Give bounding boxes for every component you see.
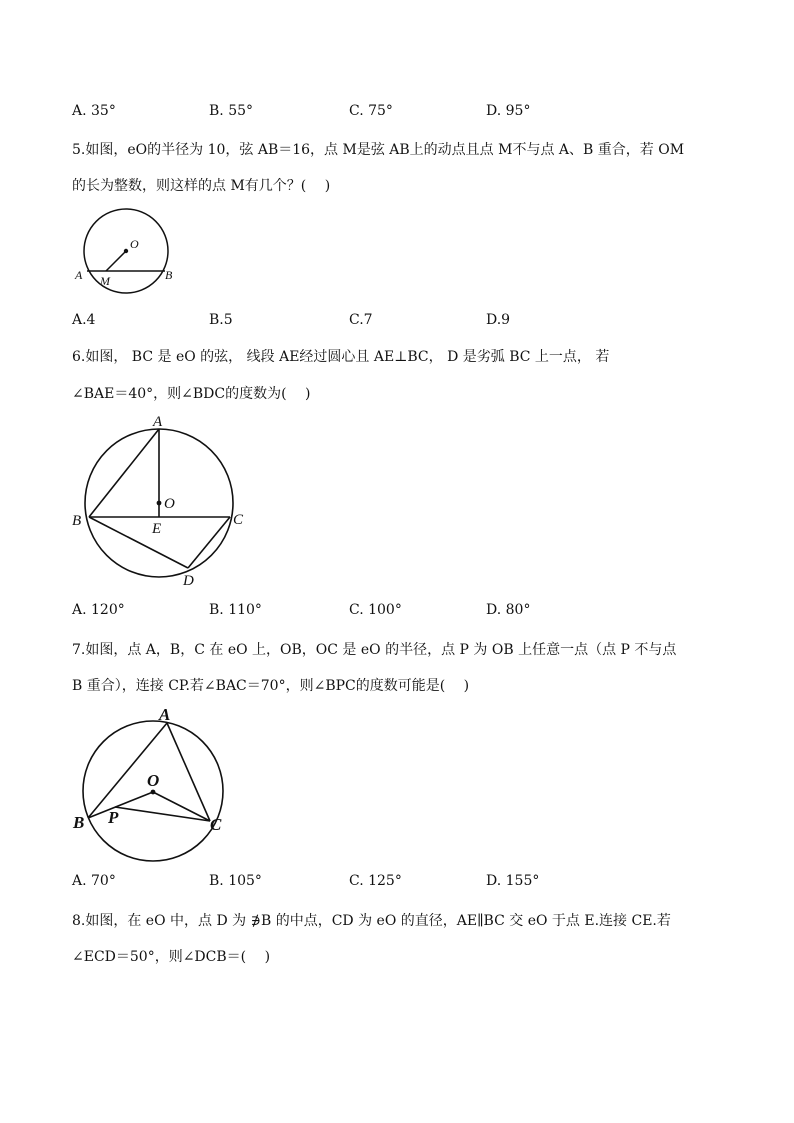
q7-option-a[interactable]: A. 70° bbox=[72, 873, 116, 889]
q8-stem-line2: ∠ECD＝50°，则∠DCB＝( ) bbox=[72, 949, 271, 965]
q6-segment-dc bbox=[188, 517, 230, 568]
q6-option-b[interactable]: B. 110° bbox=[209, 602, 262, 618]
q5-options bbox=[72, 312, 632, 332]
q6-stem-line1: 6.如图， BC 是 eO 的弦， 线段 AE经过圆心且 AE⊥BC， D 是劣弧 BC 上一点， 若 bbox=[72, 349, 610, 365]
q4-option-a[interactable]: A. 35° bbox=[72, 103, 116, 119]
q5-segment-om bbox=[106, 251, 126, 271]
q5-option-b[interactable]: B.5 bbox=[209, 312, 233, 328]
q7-options bbox=[72, 873, 632, 893]
q7-label-c: C bbox=[210, 815, 222, 834]
q5-stem-line2: 的长为整数，则这样的点 M有几个？( ) bbox=[72, 178, 331, 194]
q7-option-c[interactable]: C. 125° bbox=[349, 873, 402, 889]
q6-option-c[interactable]: C. 100° bbox=[349, 602, 402, 618]
q6-label-e: E bbox=[152, 521, 162, 537]
q5-option-c[interactable]: C.7 bbox=[349, 312, 373, 328]
q4-options bbox=[72, 103, 632, 123]
q7-stem-line2: B 重合），连接 CP.若∠BAC＝70°，则∠BPC的度数可能是( ) bbox=[72, 678, 470, 694]
q7-figure bbox=[70, 703, 240, 865]
q5-label-o: O bbox=[130, 237, 139, 251]
q6-option-a[interactable]: A. 120° bbox=[72, 602, 125, 618]
q6-stem-line2: ∠BAE＝40°，则∠BDC的度数为( ) bbox=[72, 386, 311, 402]
q6-segment-bd bbox=[89, 517, 188, 568]
q7-stem-line1: 7.如图，点 A，B，C 在 eO 上，OB，OC 是 eO 的半径，点 P 为 OB 上任意一点（点 P 不与点 bbox=[72, 642, 677, 658]
q5-figure bbox=[74, 206, 184, 296]
q5-option-a[interactable]: A.4 bbox=[72, 312, 96, 328]
q7-label-p: P bbox=[108, 808, 119, 827]
q7-label-o: O bbox=[147, 771, 160, 790]
q5-label-m: M bbox=[100, 274, 110, 288]
q5-option-d[interactable]: D.9 bbox=[486, 312, 511, 328]
q6-label-a: A bbox=[153, 414, 163, 430]
q6-label-c: C bbox=[233, 512, 244, 528]
q6-center-dot bbox=[157, 501, 162, 506]
q4-option-d[interactable]: D. 95° bbox=[486, 103, 531, 119]
q6-label-o: O bbox=[164, 496, 175, 512]
q4-option-c[interactable]: C. 75° bbox=[349, 103, 393, 119]
q7-label-a: A bbox=[159, 705, 171, 724]
q6-figure bbox=[70, 412, 260, 594]
q6-option-d[interactable]: D. 80° bbox=[486, 602, 531, 618]
q8-stem-line1: 8.如图，在 eO 中，点 D 为 ∌B 的中点，CD 为 eO 的直径，AE∥BC 交 eO 于点 E.连接 CE.若 bbox=[72, 913, 671, 929]
q5-label-a: A bbox=[75, 268, 83, 282]
q5-center-dot bbox=[124, 249, 128, 253]
q7-segment-ac bbox=[167, 723, 210, 821]
q7-center-dot bbox=[151, 790, 156, 795]
q4-option-b[interactable]: B. 55° bbox=[209, 103, 254, 119]
q5-stem-line1: 5.如图，eO的半径为 10，弦 AB＝16，点 M是弦 AB上的动点且点 M不与点 A、B 重合，若 OM bbox=[72, 142, 685, 158]
q5-label-b: B bbox=[165, 268, 173, 282]
q6-options bbox=[72, 602, 632, 622]
q6-label-b: B bbox=[72, 513, 82, 529]
q7-segment-ob bbox=[88, 792, 153, 818]
q6-label-d: D bbox=[183, 573, 194, 589]
q6-segment-ab bbox=[89, 429, 159, 517]
q7-label-b: B bbox=[73, 813, 85, 832]
q7-option-b[interactable]: B. 105° bbox=[209, 873, 262, 889]
q7-option-d[interactable]: D. 155° bbox=[486, 873, 540, 889]
